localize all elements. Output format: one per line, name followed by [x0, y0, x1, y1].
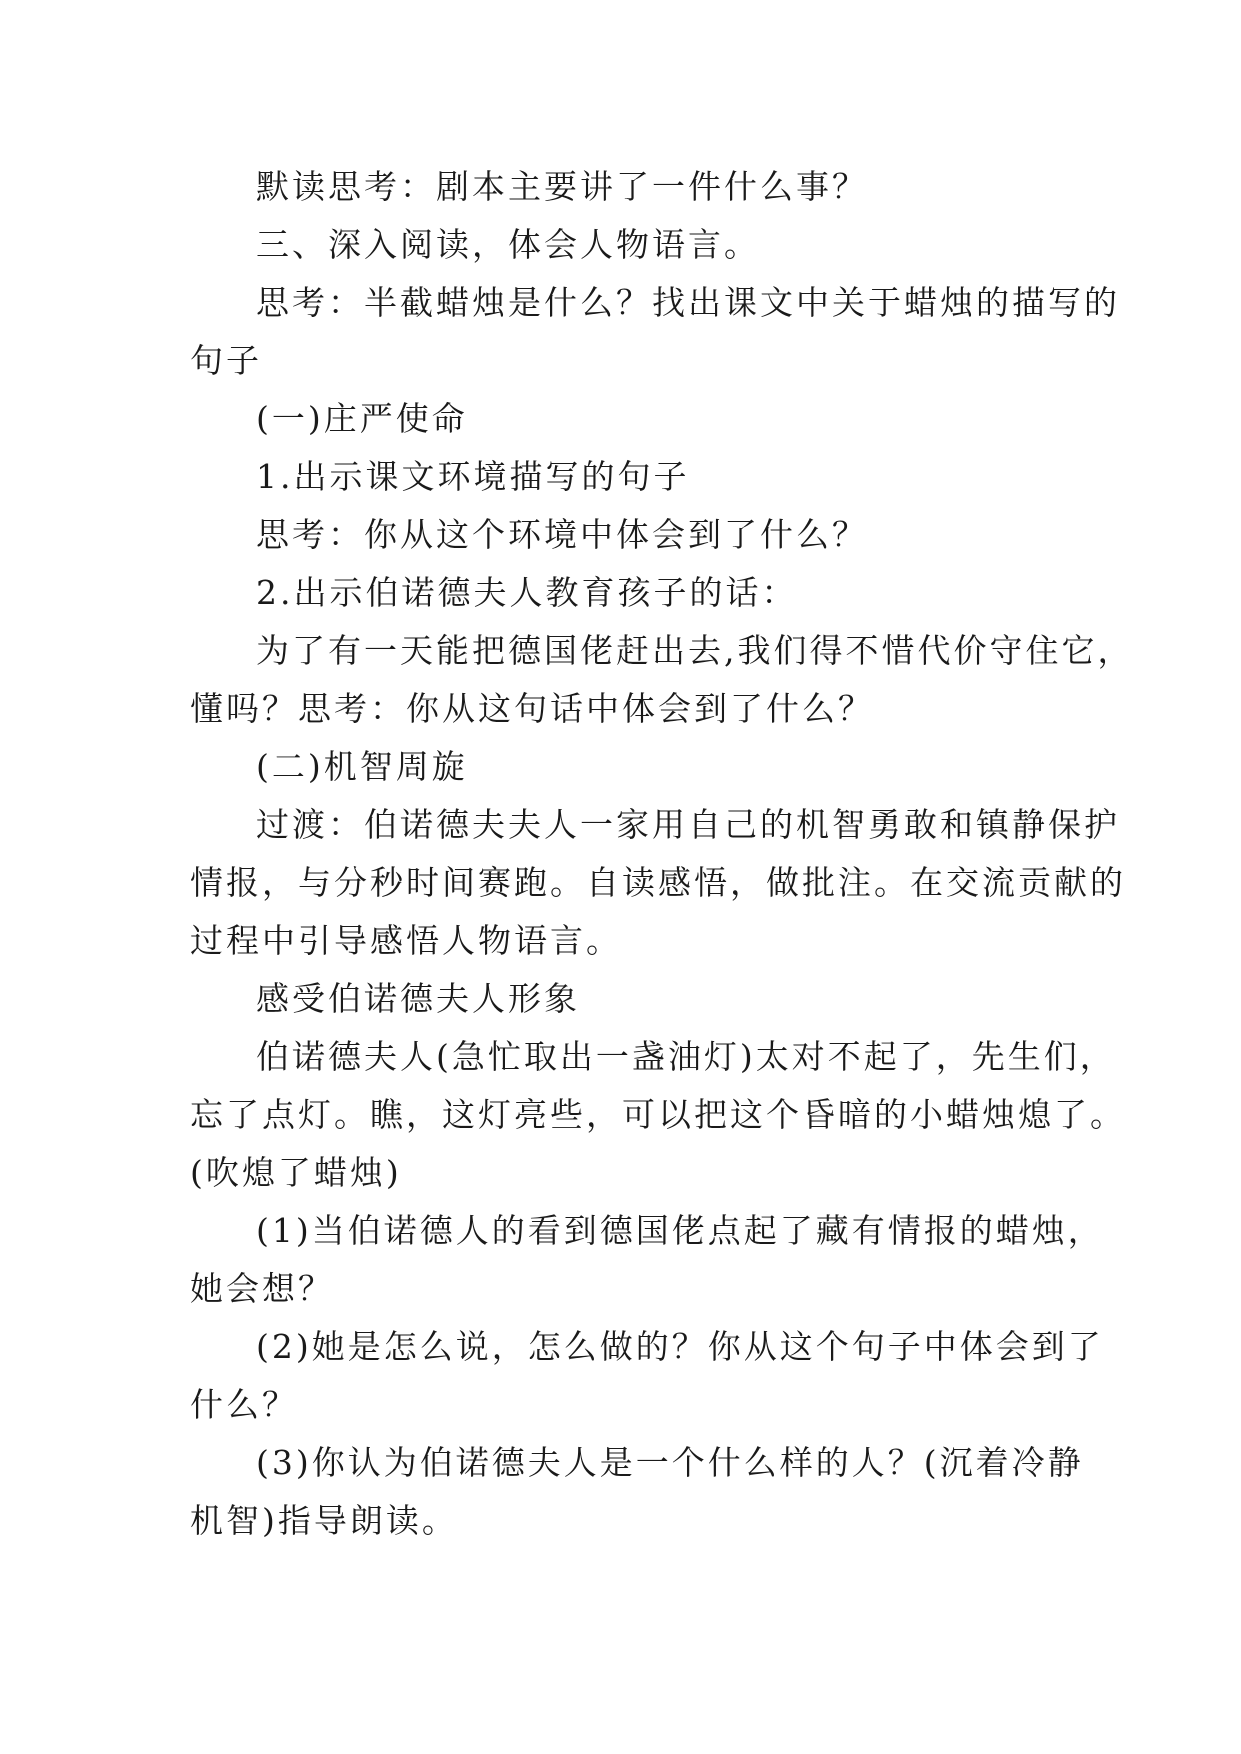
- paragraph-line: 感受伯诺德夫人形象: [256, 979, 580, 1018]
- paragraph-line: 过渡：伯诺德夫夫人一家用自己的机智勇敢和镇静保护: [256, 805, 1120, 844]
- paragraph-line: 懂吗？思考：你从这句话中体会到了什么？: [190, 689, 874, 728]
- paragraph-line: (1)当伯诺德人的看到德国佬点起了藏有情报的蜡烛，: [256, 1211, 1104, 1250]
- paragraph-line: 默读思考：剧本主要讲了一件什么事？: [256, 167, 868, 206]
- paragraph-line: 忘了点灯。瞧，这灯亮些，可以把这个昏暗的小蜡烛熄了。: [190, 1095, 1126, 1134]
- document-body: [190, 158, 1134, 1550]
- paragraph-line: 情报，与分秒时间赛跑。自读感悟，做批注。在交流贡献的: [190, 863, 1126, 902]
- paragraph-line: 过程中引导感悟人物语言。: [190, 921, 622, 960]
- paragraph-line: (3)你认为伯诺德夫人是一个什么样的人？(沉着冷静: [256, 1443, 1084, 1482]
- paragraph-line: 1.出示课文环境描写的句子: [256, 457, 690, 496]
- paragraph-line: (2)她是怎么说，怎么做的？你从这个句子中体会到了: [256, 1327, 1104, 1366]
- paragraph-line: 句子: [190, 341, 262, 380]
- paragraph-line: 机智)指导朗读。: [190, 1501, 458, 1540]
- paragraph-line: 什么？: [190, 1385, 298, 1424]
- paragraph-line: 思考：半截蜡烛是什么？找出课文中关于蜡烛的描写的: [256, 283, 1120, 322]
- paragraph-line: 为了有一天能把德国佬赶出去,我们得不惜代价守住它，: [256, 631, 1134, 670]
- paragraph-line: 伯诺德夫人(急忙取出一盏油灯)太对不起了，先生们，: [256, 1037, 1116, 1076]
- section-heading: 三、深入阅读，体会人物语言。: [256, 225, 760, 264]
- subsection-heading: (一)庄严使命: [256, 399, 468, 438]
- subsection-heading: (二)机智周旋: [256, 747, 468, 786]
- paragraph-line: 思考：你从这个环境中体会到了什么？: [256, 515, 868, 554]
- paragraph-line: (吹熄了蜡烛): [190, 1153, 402, 1192]
- paragraph-line: 2.出示伯诺德夫人教育孩子的话：: [256, 573, 798, 612]
- paragraph-line: 她会想？: [190, 1269, 334, 1308]
